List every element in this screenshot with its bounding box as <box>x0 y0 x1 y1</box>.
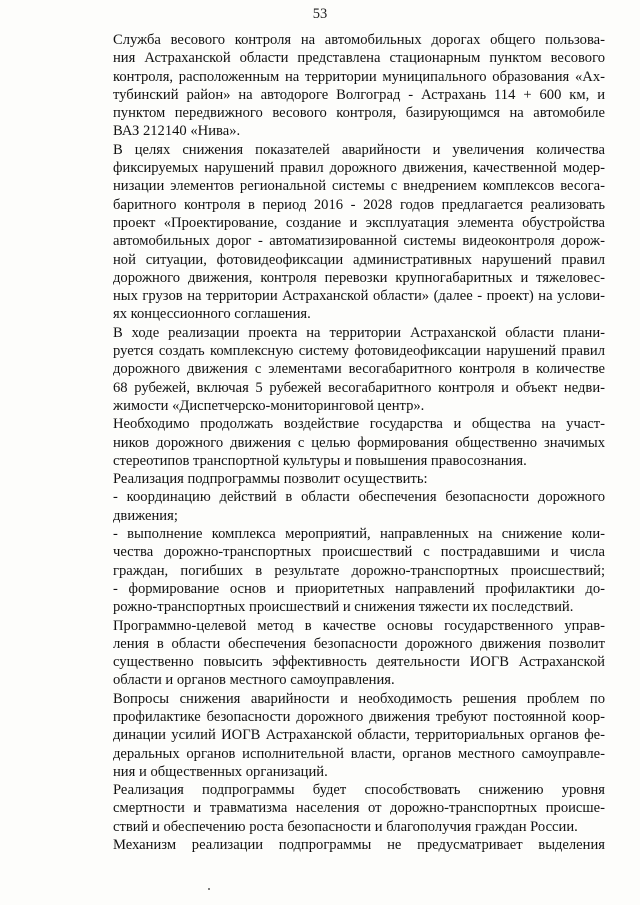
text-line: низации элементов региональной системы с внедрением комплексов весога- <box>113 178 605 195</box>
text-line: дорожного движения, контроля перевозки крупногабаритных и тяжеловес- <box>113 269 605 286</box>
text-line: проект «Проектирование, создание и эксплуатация элемента обустройства <box>113 214 605 231</box>
list-item-line: движения; <box>113 507 178 524</box>
text-line: ВАЗ 212140 «Нива». <box>113 123 241 140</box>
scan-speck <box>208 888 210 890</box>
text-line: ной ситуации, фотовидеофиксации административных нарушений правил <box>113 251 605 268</box>
text-line: смертности и травматизма населения от дорожно-транспортных происше- <box>113 800 605 817</box>
text-line: контроля, расположенным на территории муниципального образования «Ах- <box>113 68 605 85</box>
page-number: 53 <box>312 6 328 22</box>
text-line: стереотипов транспортной культуры и повышения правосознания. <box>113 452 527 469</box>
list-item-line: рожно-транспортных происшествий и снижения тяжести их последствий. <box>113 599 574 616</box>
paragraph <box>113 141 605 324</box>
list-item-line: - координацию действий в области обеспечения безопасности дорожного <box>113 489 605 506</box>
text-line: руется создать комплексную систему фотовидеофиксации нарушений правил <box>113 343 605 360</box>
list-item-line: граждан, погибших в результате дорожно-транспортных происшествий; <box>113 562 605 579</box>
text-line: Необходимо продолжать воздействие государства и общества на участ- <box>113 416 605 433</box>
text-line: Программно-целевой метод в качестве основы государственного управ- <box>113 617 605 634</box>
text-line: ных грузов на территории Астраханской области» (далее - проект) на услови- <box>113 288 605 305</box>
paragraph <box>113 324 605 415</box>
text-line: Служба весового контроля на автомобильных дорогах общего пользова- <box>113 32 605 48</box>
text-line: ях концессионного соглашения. <box>113 306 311 323</box>
paragraph <box>113 31 605 141</box>
text-line: Реализация подпрограммы позволит осуществить: <box>113 471 428 488</box>
list-item-line: - выполнение комплекса мероприятий, направленных на снижение коли- <box>113 526 605 543</box>
text-line: пунктом передвижного весового контроля, базирующимся на автомобиле <box>113 105 605 122</box>
text-line: деральных органов исполнительной власти, органов местного самоуправле- <box>113 745 605 762</box>
paragraph <box>113 470 605 616</box>
text-line: Механизм реализации подпрограммы не предусматривает выделения <box>113 837 605 854</box>
text-line: Реализация подпрограммы будет способствовать снижению уровня <box>113 782 605 799</box>
document-body <box>113 31 605 854</box>
text-line: ников дорожного движения с целью формирования общественно значимых <box>113 434 605 451</box>
paragraph <box>113 836 605 854</box>
list-item-line: - формирование основ и приоритетных направлений профилактики до- <box>113 580 605 597</box>
text-line: профилактике безопасности дорожного движения требуют постоянной коор- <box>113 708 605 725</box>
text-line: ния и общественных организаций. <box>113 763 328 780</box>
text-line: 68 рубежей, включая 5 рубежей весогабаритного контроля и объект недви- <box>113 379 605 396</box>
text-line: ления в области обеспечения безопасности дорожного движения позволит <box>113 635 605 652</box>
list-item-line: чества дорожно-транспортных происшествий с пострадавшими и числа <box>113 544 605 561</box>
text-line: жимости «Диспетчерско-мониторинговой центр». <box>113 397 425 414</box>
text-line: дорожного движения с элементами весогабаритного контроля в количестве <box>113 361 605 378</box>
text-line: области и органов местного самоуправления. <box>113 672 395 689</box>
text-line: баритного контроля в период 2016 - 2028 годов предлагается реализовать <box>113 196 605 213</box>
paragraph <box>113 617 605 690</box>
text-line: В целях снижения показателей аварийности и увеличения количества <box>113 141 605 158</box>
text-line: В ходе реализации проекта на территории Астраханской области плани- <box>113 324 605 341</box>
text-line: ния Астраханской области представлена стационарным пунктом весового <box>113 50 605 67</box>
paragraph <box>113 690 605 781</box>
text-line: динации усилий ИОГВ Астраханской области, территориальных органов фе- <box>113 727 605 744</box>
text-line: Вопросы снижения аварийности и необходимость решения проблем по <box>113 690 605 707</box>
text-line: тубинский район» на автодороге Волгоград - Астрахань 114 + 600 км, и <box>113 86 605 103</box>
text-line: фиксируемых нарушений правил дорожного движения, качественной модер- <box>113 160 605 177</box>
paragraph <box>113 415 605 470</box>
text-line: существенно повысить эффективность деятельности ИОГВ Астраханской <box>113 654 605 671</box>
paragraph <box>113 781 605 836</box>
text-line: ствий и обеспечению роста безопасности и благополучия граждан России. <box>113 818 578 835</box>
text-line: автомобильных дорог - автоматизированной системы видеоконтроля дорож- <box>113 233 605 250</box>
